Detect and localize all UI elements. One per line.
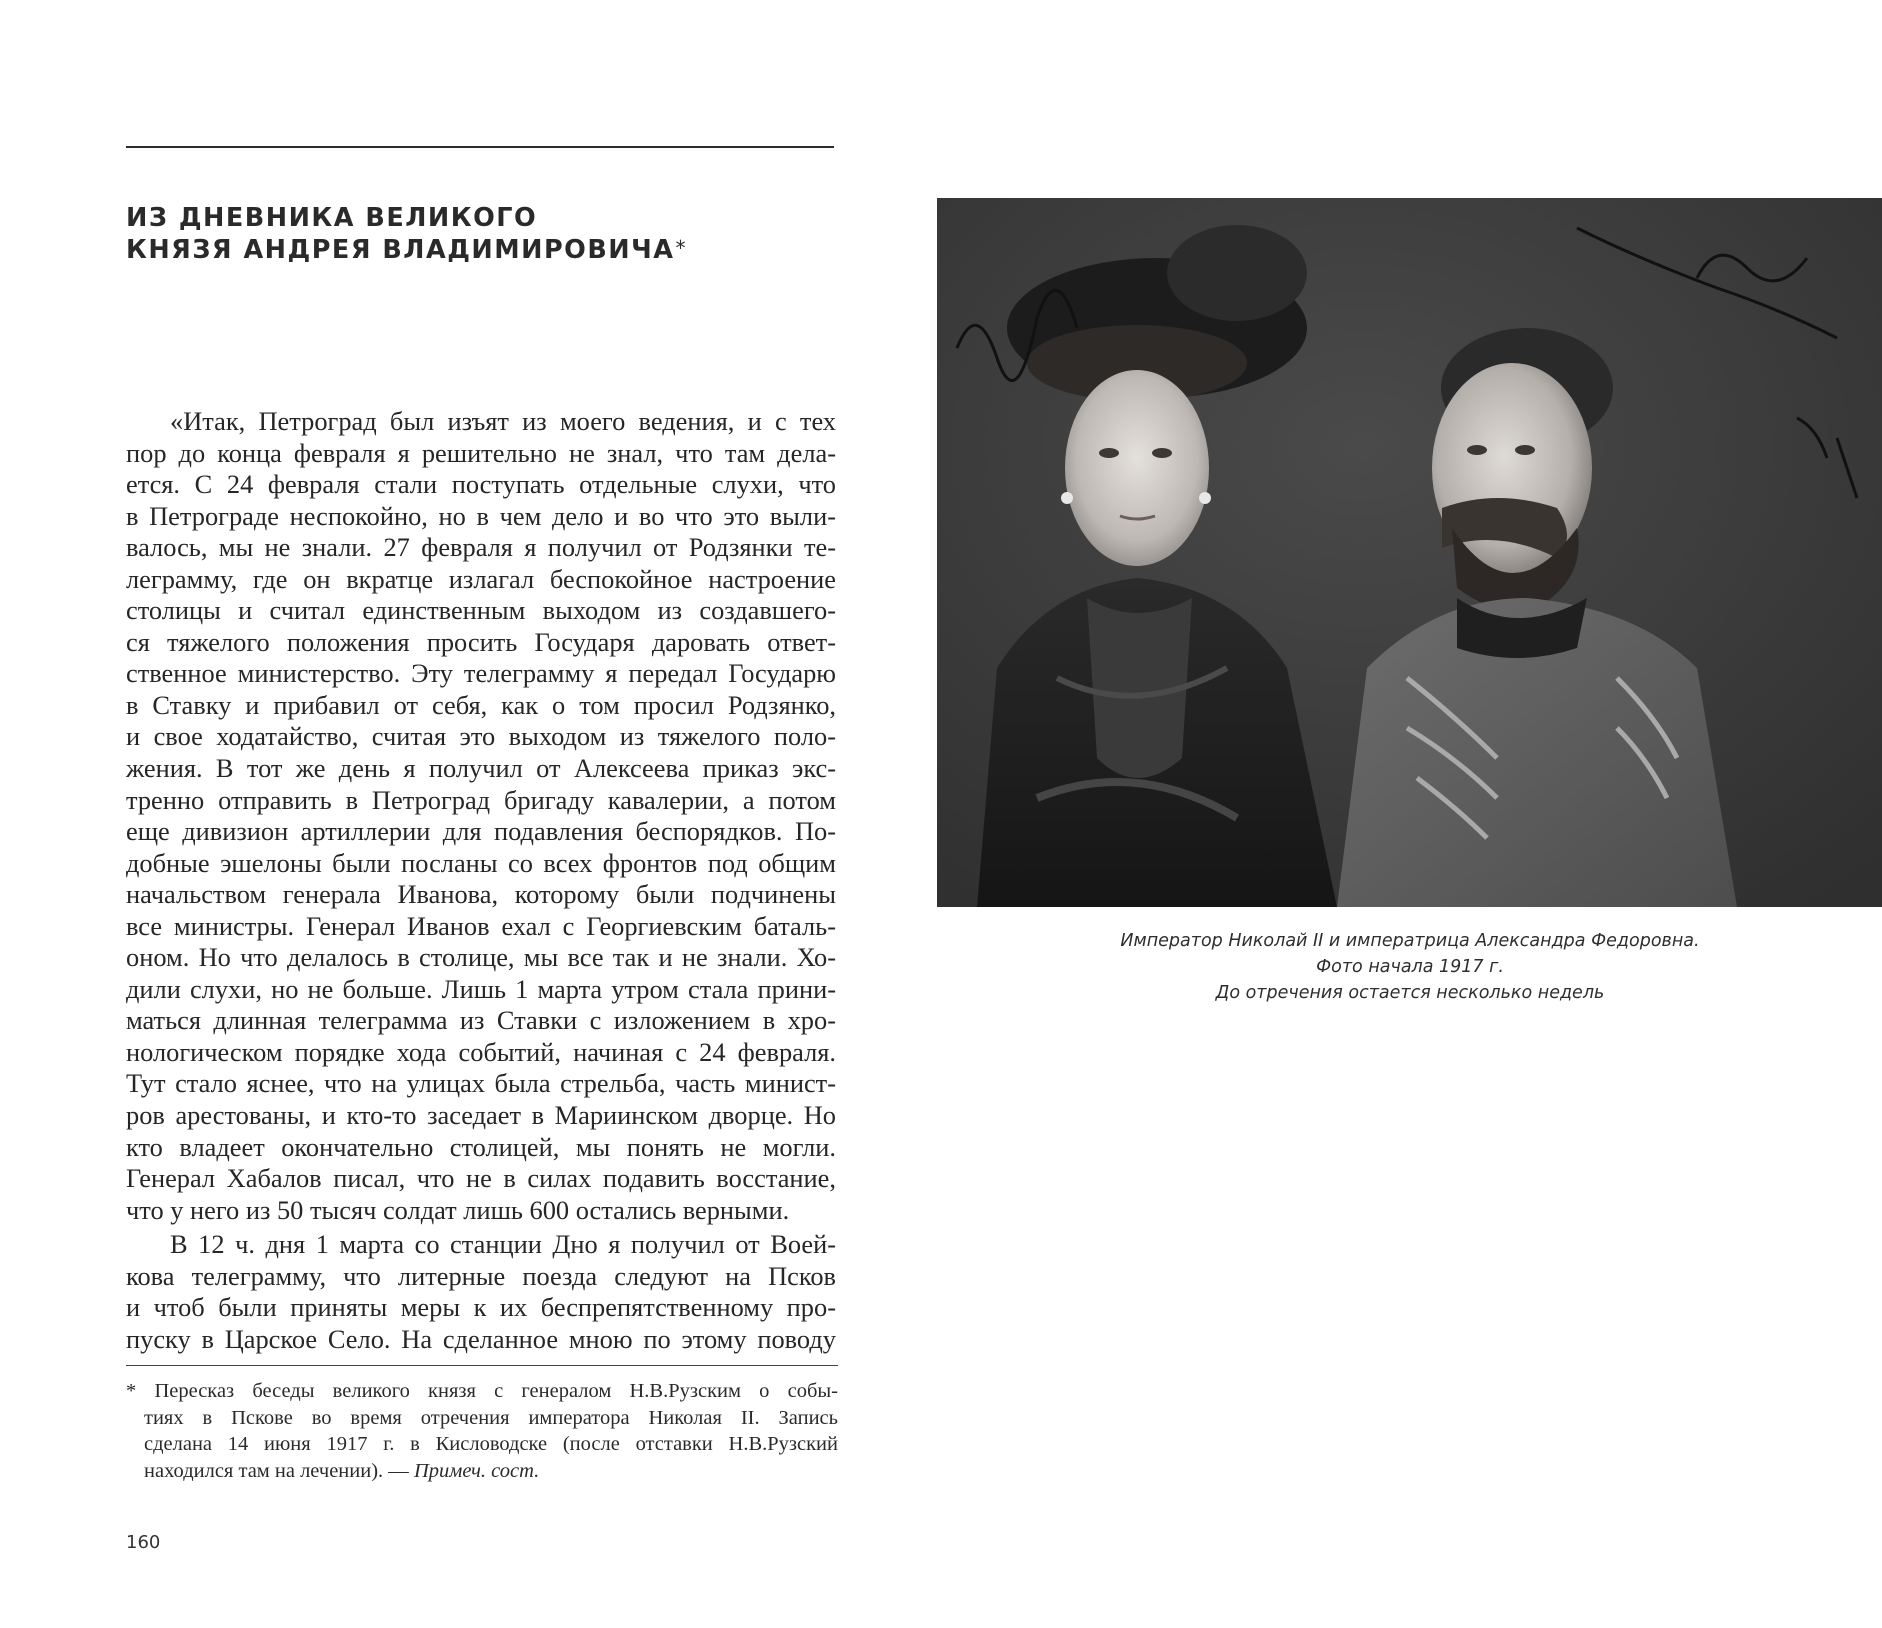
text-line: ется. С 24 февраля стали поступать отдельные слухи, что — [126, 469, 836, 500]
text-line: в Ставку и прибавил от себя, как о том просил Родзянко, — [126, 689, 836, 720]
text-line: леграмму, где он вкратце излагал беспокойное настроение — [126, 563, 836, 594]
caption-line: До отречения остается несколько недель — [1215, 983, 1605, 1003]
text-line: ров арестованы, и кто-то заседает в Мариинском дворце. Но — [126, 1100, 836, 1131]
earring — [1199, 492, 1211, 504]
paragraph-1 — [126, 406, 836, 1226]
text-line: кто владеет окончательно столицей, мы понять не могли. — [126, 1131, 836, 1162]
text-line: В 12 ч. дня 1 марта со станции Дно я получил от Воей- — [170, 1229, 836, 1260]
header-rule — [126, 146, 834, 148]
text-line: «Итак, Петроград был изъят из моего ведения, и с тех — [170, 406, 836, 436]
caption-line: Император Николай II и императрица Александра Федоровна. — [1120, 931, 1700, 951]
eye — [1152, 448, 1172, 458]
text-line: ся тяжелого положения просить Государя даровать ответ- — [126, 626, 836, 657]
text-line: что у него из 50 тысяч солдат лишь 600 остались верными. — [126, 1194, 790, 1225]
text-line: Генерал Хабалов писал, что не в силах подавить восстание, — [126, 1163, 836, 1194]
footnote-line: сделана 14 июня 1917 г. в Кисловодске (после отставки Н.В.Рузский — [144, 1433, 838, 1455]
footnote-line: тиях в Пскове во время отречения императора Николая II. Запись — [144, 1406, 838, 1429]
article-body — [126, 406, 836, 1355]
portrait-photo — [937, 198, 1882, 907]
text-line: дили слухи, но не больше. Лишь 1 марта утром стала прини- — [126, 973, 836, 1004]
eye — [1099, 448, 1119, 458]
text-line: маться длинная телеграмма из Ставки с изложением в хро- — [126, 1005, 836, 1036]
earring — [1061, 492, 1073, 504]
footnote-mark: * — [675, 236, 687, 260]
text-line: начальством генерала Иванова, которому были подчинены — [126, 879, 836, 910]
text-line: нологическом порядке хода событий, начиная с 24 февраля. — [126, 1036, 836, 1067]
eye — [1467, 445, 1487, 455]
text-line: пор до конца февраля я решительно не знал, что там дела- — [126, 437, 836, 468]
footnote-line: * Пересказ беседы великого князя с генералом Н.В.Рузским о собы- — [126, 1380, 838, 1402]
title-line-2-text: КНЯЗЯ АНДРЕЯ ВЛАДИМИРОВИЧА — [126, 235, 675, 265]
text-line: кова телеграмму, что литерные поезда следуют на Псков — [126, 1260, 836, 1291]
text-line: оном. Но что делалось в столице, мы все так и не знали. Хо- — [126, 942, 836, 973]
article-title — [126, 202, 846, 266]
eye — [1515, 445, 1535, 455]
text-line: тренно отправить в Петроград бригаду кавалерии, а потом — [126, 784, 836, 815]
text-line: еще дивизион артиллерии для подавления беспорядков. По- — [126, 816, 836, 847]
text-line: столицы и считал единственным выходом из создавшего- — [126, 595, 836, 626]
text-line: в Петрограде неспокойно, но в чем дело и во что это выли- — [126, 500, 836, 531]
title-line-1: ИЗ ДНЕВНИКА ВЕЛИКОГО — [126, 203, 538, 233]
footnote-line: находился там на лечении). — — [144, 1459, 414, 1482]
portrait-illustration — [937, 198, 1882, 907]
photo-caption — [1090, 928, 1730, 1006]
footnote — [126, 1378, 838, 1484]
text-line: ственное министерство. Эту телеграмму я передал Государю — [126, 658, 836, 689]
hat-feather — [1167, 225, 1307, 321]
title-line-2 — [126, 234, 846, 266]
footnote-rule — [126, 1365, 838, 1366]
page-number: 160 — [126, 1532, 161, 1553]
text-line: Тут стало яснее, что на улицах была стрельба, часть минист- — [126, 1068, 836, 1099]
empress-face — [1065, 370, 1209, 566]
footnote-line-last — [126, 1458, 838, 1485]
text-line: и чтоб были приняты меры к их беспрепятственному про- — [126, 1292, 836, 1323]
paragraph-2 — [126, 1229, 836, 1355]
text-line: валось, мы не знали. 27 февраля я получил от Родзянки те- — [126, 532, 836, 563]
text-line: добные эшелоны были посланы со всех фронтов под общим — [126, 847, 836, 878]
text-line: и свое ходатайство, считая это выходом из тяжелого поло- — [126, 721, 836, 752]
text-line: пуску в Царское Село. На сделанное мною по этому поводу — [126, 1323, 836, 1354]
text-line: все министры. Генерал Иванов ехал с Георгиевским баталь- — [126, 910, 836, 941]
caption-line: Фото начала 1917 г. — [1316, 957, 1504, 977]
footnote-note: Примеч. сост. — [413, 1459, 540, 1482]
text-line: жения. В тот же день я получил от Алексеева приказ экс- — [126, 753, 836, 784]
